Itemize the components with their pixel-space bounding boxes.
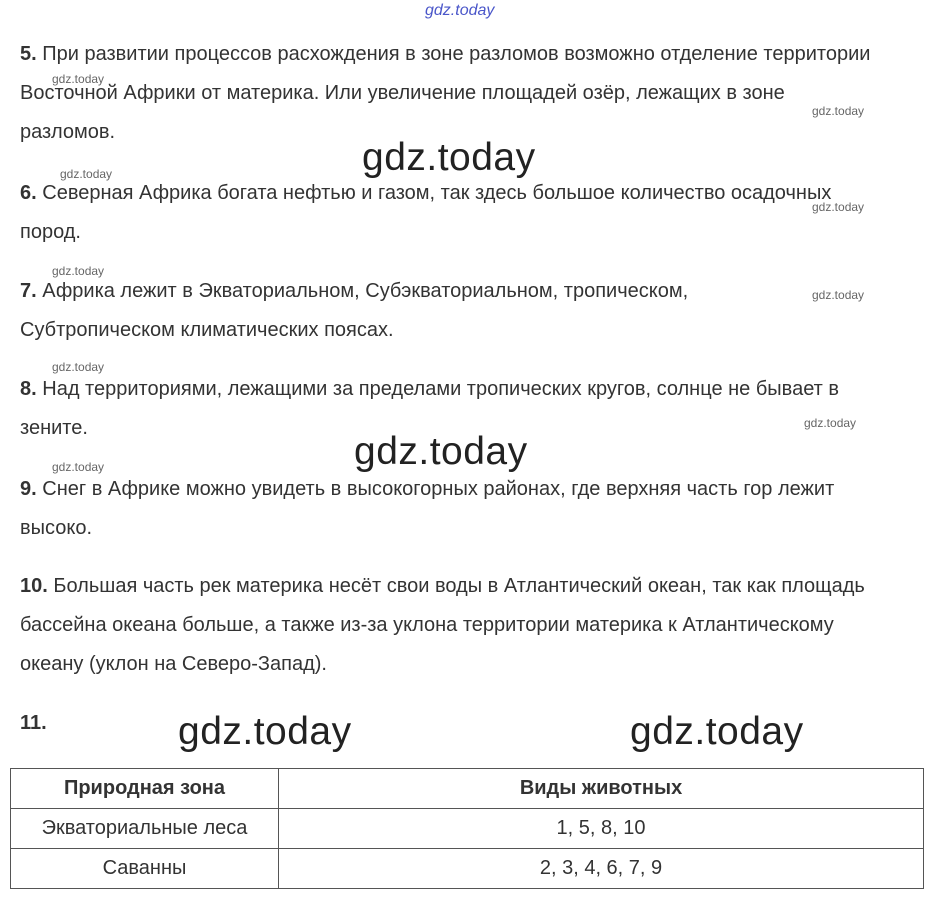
watermark-large: gdz.today (178, 710, 352, 753)
answer-text: При развитии процессов расхождения в зоне разломов возможно отделение территории Восточной Африки от материка. Или увеличение площадей озёр, лежащих в зоне разломов. (20, 43, 871, 143)
watermark-small: gdz.today (812, 104, 865, 118)
answer-5 (20, 35, 880, 152)
table-header: Природная зона (11, 769, 279, 809)
answer-text: Большая часть рек материка несёт свои воды в Атлантический океан, так как площадь бассейна океана больше, а также из-за уклона территории материка к Атлантическому океану (уклон на Северо-Запад). (20, 575, 865, 675)
table-row (11, 809, 924, 849)
answer-number: 9. (20, 478, 37, 500)
table-cell: 1, 5, 8, 10 (279, 809, 924, 849)
watermark-large: gdz.today (354, 430, 528, 473)
watermark-top: gdz.today (425, 2, 495, 19)
watermark-small: gdz.today (812, 288, 865, 302)
answer-number: 7. (20, 280, 37, 302)
answer-text: Снег в Африке можно увидеть в высокогорных районах, где верхняя часть гор лежит высоко. (20, 478, 835, 539)
table-row (11, 849, 924, 889)
watermark-small: gdz.today (52, 264, 105, 278)
zones-table (10, 768, 924, 889)
watermark-small: gdz.today (52, 72, 105, 86)
watermark-small: gdz.today (52, 360, 105, 374)
answer-number: 5. (20, 43, 37, 65)
answer-10 (20, 567, 900, 684)
watermark-small: gdz.today (52, 460, 105, 474)
answer-number: 6. (20, 182, 37, 204)
answer-7 (20, 272, 810, 350)
table-header-row (11, 769, 924, 809)
answer-9 (20, 470, 900, 548)
answer-text: Над территориями, лежащими за пределами тропических кругов, солнце не бывает в зените. (20, 378, 840, 439)
table-cell: Экваториальные леса (11, 809, 279, 849)
watermark-large: gdz.today (362, 136, 536, 179)
table-cell: 2, 3, 4, 6, 7, 9 (279, 849, 924, 889)
table-header: Виды животных (279, 769, 924, 809)
watermark-small: gdz.today (804, 416, 857, 430)
watermark-small: gdz.today (60, 167, 113, 181)
watermark-large: gdz.today (630, 710, 804, 753)
answer-text: Африка лежит в Экваториальном, Субэкваториальном, тропическом, Субтропическом климатических поясах. (20, 280, 689, 341)
answer-number: 11. (20, 712, 47, 734)
answer-number: 10. (20, 575, 48, 597)
answer-6 (20, 174, 850, 252)
answer-number: 8. (20, 378, 37, 400)
watermark-small: gdz.today (812, 200, 865, 214)
answer-text: Северная Африка богата нефтью и газом, так здесь большое количество осадочных пород. (20, 182, 832, 243)
table-cell: Саванны (11, 849, 279, 889)
